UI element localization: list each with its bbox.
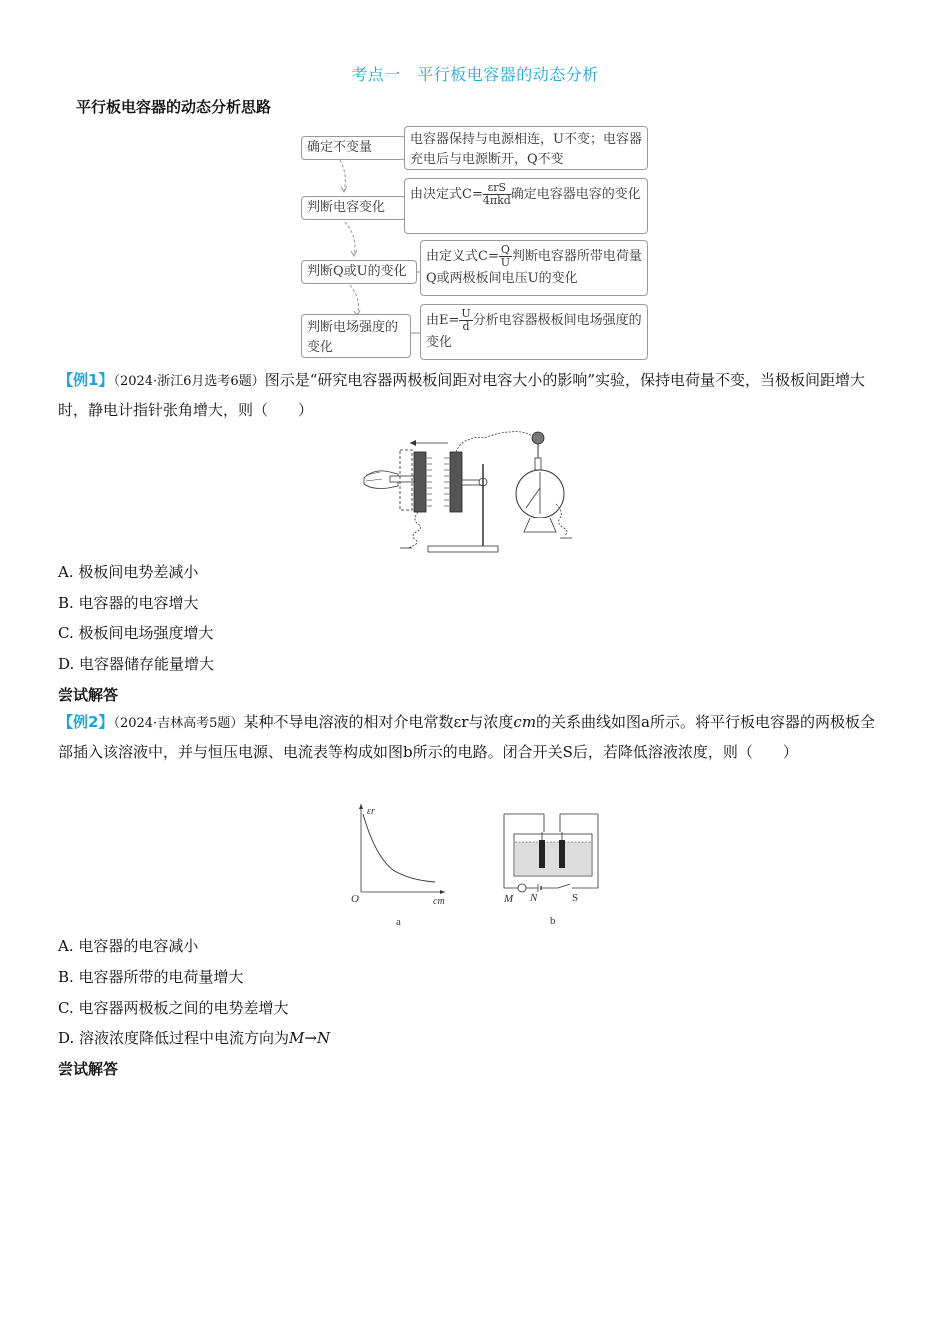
cm-symbol: cm bbox=[513, 713, 537, 731]
top-right-wire bbox=[560, 814, 598, 832]
dashed-arrow-2 bbox=[345, 222, 355, 255]
caption-b: b bbox=[550, 915, 556, 927]
frac-den-4: d bbox=[462, 320, 470, 333]
detail-4-post: 分析电容器极板间电场强度的变化 bbox=[426, 313, 642, 350]
example1-try-answer: 尝试解答 bbox=[58, 686, 119, 704]
example1-question bbox=[58, 366, 888, 425]
example2-try-answer: 尝试解答 bbox=[58, 1060, 119, 1078]
option-d-text: D. 溶液浓度降低过程中电流方向为 bbox=[58, 1029, 290, 1047]
example2-option-a[interactable]: A. 电容器的电容减小 bbox=[58, 937, 199, 955]
flow-step-4: 判断电场强度的变化 bbox=[301, 314, 411, 358]
example2-text-a: 某种不导电溶液的相对介电常数 bbox=[243, 713, 454, 731]
x-axis-label: cm bbox=[433, 896, 445, 907]
example2-option-c[interactable]: C. 电容器两极板之间的电势差增大 bbox=[58, 999, 289, 1017]
switch-blade bbox=[558, 884, 570, 888]
example1-option-a[interactable]: A. 极板间电势差减小 bbox=[58, 563, 199, 581]
flow-step-3: 判断Q或U的变化 bbox=[301, 260, 417, 284]
frac-num-3: Q bbox=[500, 243, 510, 256]
figure-b-circuit bbox=[496, 812, 606, 930]
dashed-arrow-1 bbox=[340, 160, 345, 191]
capacitor-experiment-figure bbox=[360, 428, 585, 556]
example2-question bbox=[58, 708, 888, 767]
solution-liquid bbox=[515, 842, 591, 875]
x-axis-arrow bbox=[440, 890, 445, 894]
label-m: M bbox=[504, 893, 514, 905]
example1-option-d[interactable]: D. 电容器储存能量增大 bbox=[58, 655, 215, 673]
epsilon-r-symbol: εr bbox=[453, 713, 469, 731]
detail-4-pre: 由E= bbox=[426, 313, 460, 328]
label-n: N bbox=[530, 892, 538, 904]
detail-2-pre: 由决定式C= bbox=[410, 187, 483, 202]
y-axis-label: εr bbox=[367, 806, 375, 817]
ammeter-icon bbox=[518, 884, 526, 892]
example2-text-b: 与浓度 bbox=[468, 713, 514, 731]
left-plate bbox=[414, 452, 426, 512]
flow-detail-4 bbox=[420, 304, 648, 360]
example1-source: （2024·浙江6月选考6题） bbox=[113, 374, 265, 389]
handle-rod bbox=[390, 476, 414, 482]
dashed-arrow-3 bbox=[350, 285, 358, 315]
stand-base bbox=[428, 546, 498, 552]
concentration-curve bbox=[363, 814, 435, 882]
right-plate-ticks bbox=[444, 458, 449, 506]
insulator bbox=[535, 458, 541, 470]
subheading: 平行板电容器的动态分析思路 bbox=[76, 98, 272, 116]
electroscope-base bbox=[524, 518, 556, 532]
top-left-wire bbox=[504, 814, 544, 832]
frac-num-2: εrS bbox=[483, 182, 511, 195]
example1-tag: 【例1】 bbox=[58, 371, 114, 389]
figure-a-graph bbox=[345, 800, 455, 930]
origin-label: O bbox=[351, 893, 359, 905]
example2-option-d[interactable] bbox=[58, 1027, 330, 1048]
fraction-field bbox=[459, 308, 472, 333]
example1-text: 图示是“研究电容器两极板间距对电容大小的影响”实验，保持电荷量不变，当极板间距增大时，静电计指针张角增大，则（ ） bbox=[58, 371, 866, 419]
flow-detail-3 bbox=[420, 240, 648, 296]
option-d-formula: M→N bbox=[289, 1029, 331, 1047]
left-plate-ticks bbox=[427, 458, 432, 506]
flow-step-1: 确定不变量 bbox=[301, 136, 406, 160]
arrowhead-left bbox=[410, 440, 416, 446]
frac-num-4: U bbox=[461, 307, 471, 320]
example1-option-b[interactable]: B. 电容器的电容增大 bbox=[58, 594, 199, 612]
flow-detail-1: 电容器保持与电源相连，U不变；电容器充电后与电源断开，Q不变 bbox=[404, 126, 648, 170]
example2-text-c: 的关系曲线如图a所示。将平行板电容器的两极板全部插入该溶液中，并与恒压电源、电流表等构成如图b所示的电路。闭合开关S后，若降低溶液浓度，则（ ） bbox=[58, 713, 875, 761]
example2-source: （2024·吉林高考5题） bbox=[113, 716, 244, 731]
fraction-capacitance bbox=[483, 182, 511, 207]
frac-den-3: U bbox=[500, 256, 510, 269]
detail-2-post: 确定电容器电容的变化 bbox=[510, 187, 641, 202]
flow-detail-2 bbox=[404, 178, 648, 234]
right-plate bbox=[450, 452, 462, 512]
y-axis-arrow bbox=[359, 804, 363, 809]
plate-right bbox=[559, 840, 565, 868]
detail-3-pre: 由定义式C= bbox=[426, 249, 499, 264]
example1-option-c[interactable]: C. 极板间电场强度增大 bbox=[58, 624, 214, 642]
caption-a: a bbox=[396, 916, 401, 928]
label-s: S bbox=[572, 892, 579, 904]
plate-left bbox=[539, 840, 545, 868]
wire-top bbox=[456, 432, 535, 452]
frac-den-2: 4πkd bbox=[482, 194, 511, 207]
electroscope-ball bbox=[532, 432, 544, 444]
section-title: 考点一 平行板电容器的动态分析 bbox=[351, 65, 599, 84]
example2-option-b[interactable]: B. 电容器所带的电荷量增大 bbox=[58, 968, 244, 986]
ground-wire-left bbox=[408, 512, 421, 548]
flow-step-2: 判断电容变化 bbox=[301, 196, 406, 220]
example2-tag: 【例2】 bbox=[58, 713, 114, 731]
arrowhead-2 bbox=[351, 250, 357, 256]
detail-3-post: 判断电容器所带电荷量Q或两极板间电压U的变化 bbox=[426, 249, 642, 286]
fraction-definition bbox=[499, 244, 512, 269]
